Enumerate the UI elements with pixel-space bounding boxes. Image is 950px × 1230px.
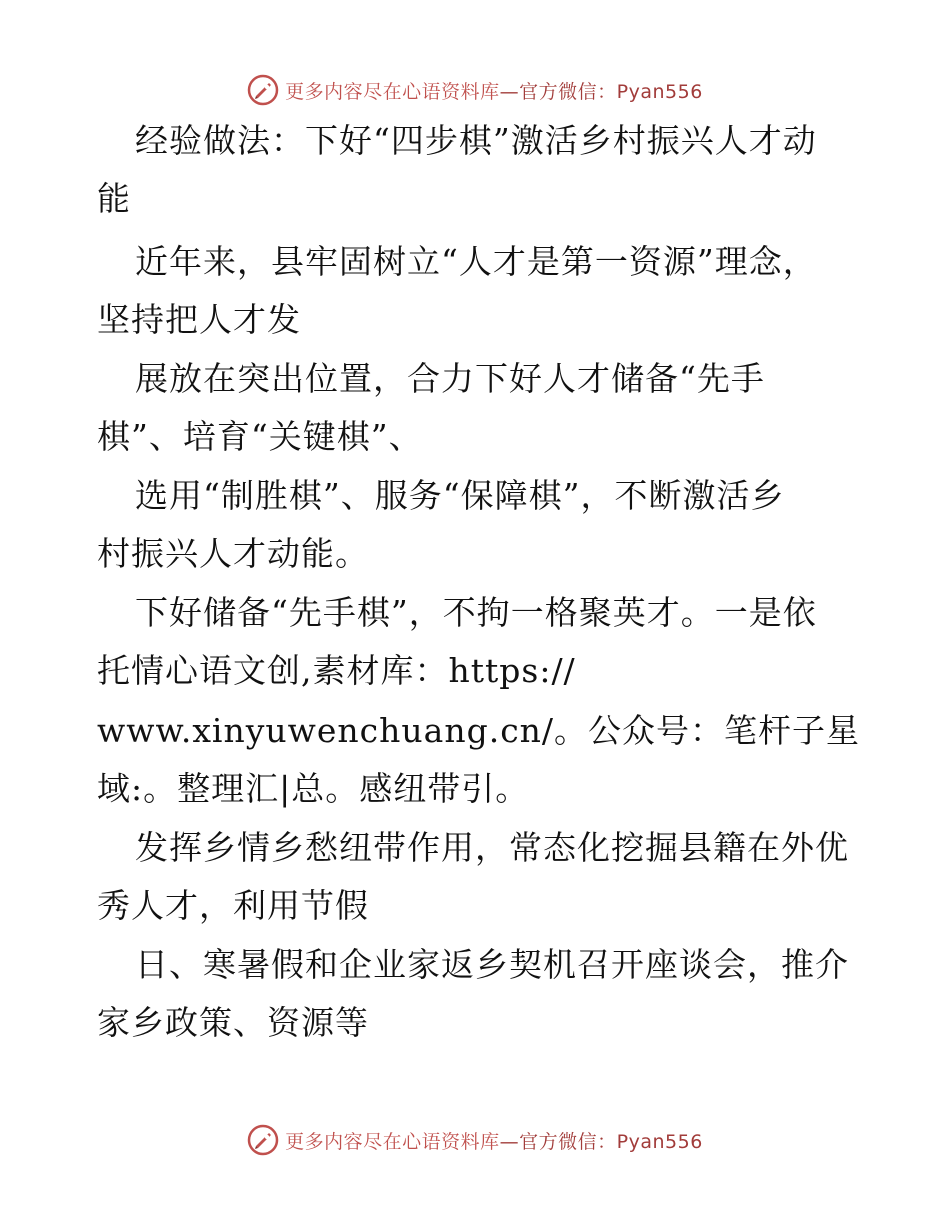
banner-sub-text: —官方微信：Pyan556 — [499, 80, 703, 103]
text-line: 选用“制胜棋”、服务“保障棋”，不断激活乡 — [135, 476, 785, 515]
quill-seal-icon — [247, 74, 279, 106]
banner-sub-text: —官方微信：Pyan556 — [499, 1130, 703, 1153]
banner-text — [285, 1127, 703, 1154]
text-line: 下好储备“先手棋”，不拘一格聚英才。一是依 — [135, 593, 817, 632]
banner-main-text: 更多内容尽在心语资料库 — [285, 1130, 500, 1153]
quill-seal-icon — [247, 1124, 279, 1156]
text-line: 坚持把人才发 — [97, 300, 301, 339]
text-line: 日、寒暑假和企业家返乡契机召开座谈会，推介 — [135, 945, 849, 984]
banner-main-text: 更多内容尽在心语资料库 — [285, 80, 500, 103]
banner-text — [285, 77, 703, 104]
header-banner — [0, 70, 950, 110]
text-line: 域:。整理汇|总。感纽带引。 — [97, 769, 530, 808]
text-line: 秀人才，利用节假 — [97, 886, 369, 925]
text-line: 发挥乡情乡愁纽带作用，常态化挖掘县籍在外优 — [135, 828, 849, 867]
text-line: 展放在突出位置，合力下好人才储备“先手 — [135, 359, 765, 398]
text-line: www.xinyuwenchuang.cn/。公众号：笔杆子星 — [97, 711, 861, 750]
text-line: 近年来，县牢固树立“人才是第一资源”理念， — [135, 242, 817, 281]
text-line: 村振兴人才动能。 — [97, 534, 369, 573]
text-line: 能 — [97, 179, 131, 218]
text-line: 经验做法：下好“四步棋”激活乡村振兴人才动 — [135, 121, 817, 160]
text-line: 棋”、培育“关键棋”、 — [97, 417, 423, 456]
text-line: 托情心语文创,素材库：https:// — [97, 651, 576, 690]
text-line: 家乡政策、资源等 — [97, 1003, 369, 1042]
footer-banner — [0, 1120, 950, 1160]
